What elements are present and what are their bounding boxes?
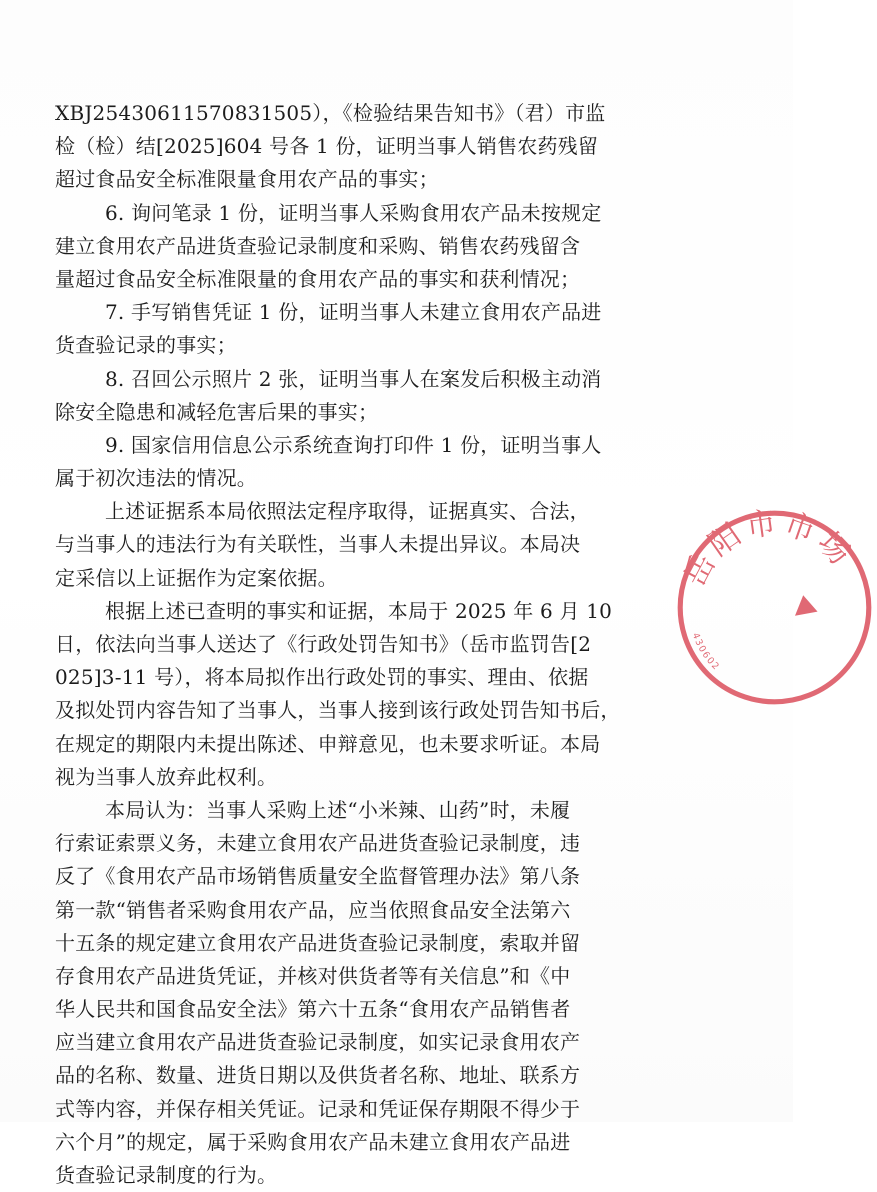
seal-text: 岳阳市市场 — [676, 505, 861, 593]
text-line: 式等内容，并保存相关凭证。记录和凭证保存期限不得少于 — [55, 1096, 581, 1121]
text-line: 9. 国家信用信息公示系统查询打印件 1 份，证明当事人 — [105, 432, 602, 457]
text-line: 反了《食用农产品市场销售质量安全监督管理办法》第八条 — [55, 864, 581, 889]
text-line: 行索证索票义务，未建立食用农产品进货查验记录制度，违 — [55, 831, 581, 856]
text-line: 与当事人的违法行为有关联性，当事人未提出异议。本局决 — [55, 532, 581, 557]
text-line: 货查验记录的事实； — [55, 333, 237, 358]
text-line: 量超过食品安全标准限量的食用农产品的事实和获利情况； — [55, 266, 581, 291]
seal-digits: 430602 — [689, 631, 723, 674]
text-line: 除安全隐患和减轻危害后果的事实； — [55, 399, 379, 424]
document-body — [55, 97, 670, 1192]
text-line: 品的名称、数量、进货日期以及供货者名称、地址、联系方 — [55, 1063, 581, 1088]
official-seal — [672, 505, 877, 710]
text-line: XBJ25430611570831505），《检验结果告知书》（君）市监 — [55, 101, 606, 125]
text-line: 第一款“销售者采购食用农产品，应当依照食品安全法第六 — [55, 897, 571, 922]
text-line: 属于初次违法的情况。 — [55, 466, 257, 491]
text-line: 华人民共和国食品安全法》第六十五条“食用农产品销售者 — [55, 997, 571, 1022]
text-line: 根据上述已查明的事实和证据，本局于 2025 年 6 月 10 — [105, 598, 613, 623]
text-line: 十五条的规定建立食用农产品进货查验记录制度，索取并留 — [55, 930, 581, 955]
text-line: 8. 召回公示照片 2 张，证明当事人在案发后积极主动消 — [105, 366, 602, 391]
text-line: 检（检）结[2025]604 号各 1 份，证明当事人销售农药残留 — [55, 134, 599, 159]
seal-star-icon — [795, 595, 818, 616]
text-line: 日，依法向当事人送达了《行政处罚告知书》（岳市监罚告[2 — [55, 632, 592, 656]
text-line: 定采信以上证据作为定案依据。 — [55, 565, 338, 590]
text-line: 超过食品安全标准限量食用农产品的事实； — [55, 167, 439, 192]
text-line: 本局认为：当事人采购上述“小米辣、山药”时，未履 — [105, 797, 571, 822]
text-line: 建立食用农产品进货查验记录制度和采购、销售农药残留含 — [55, 233, 581, 258]
text-line: 货查验记录制度的行为。 — [55, 1163, 278, 1187]
text-line: 六个月”的规定，属于采购食用农产品未建立食用农产品进 — [55, 1129, 571, 1154]
text-line: 上述证据系本局依照法定程序取得，证据真实、合法， — [105, 499, 590, 524]
text-line: 6. 询问笔录 1 份，证明当事人采购食用农产品未按规定 — [105, 200, 602, 225]
text-line: 应当建立食用农产品进货查验记录制度，如实记录食用农产 — [55, 1030, 581, 1055]
text-line: 存食用农产品进货凭证，并核对供货者等有关信息”和《中 — [55, 963, 571, 988]
text-line: 及拟处罚内容告知了当事人，当事人接到该行政处罚告知书后， — [55, 698, 621, 723]
text-line: 视为当事人放弃此权利。 — [55, 764, 278, 789]
text-line: 7. 手写销售凭证 1 份，证明当事人未建立食用农产品进 — [105, 300, 602, 325]
text-line: 025]3-11 号），将本局拟作出行政处罚的事实、理由、依据 — [55, 665, 589, 690]
text-line: 在规定的期限内未提出陈述、申辩意见，也未要求听证。本局 — [55, 731, 601, 756]
